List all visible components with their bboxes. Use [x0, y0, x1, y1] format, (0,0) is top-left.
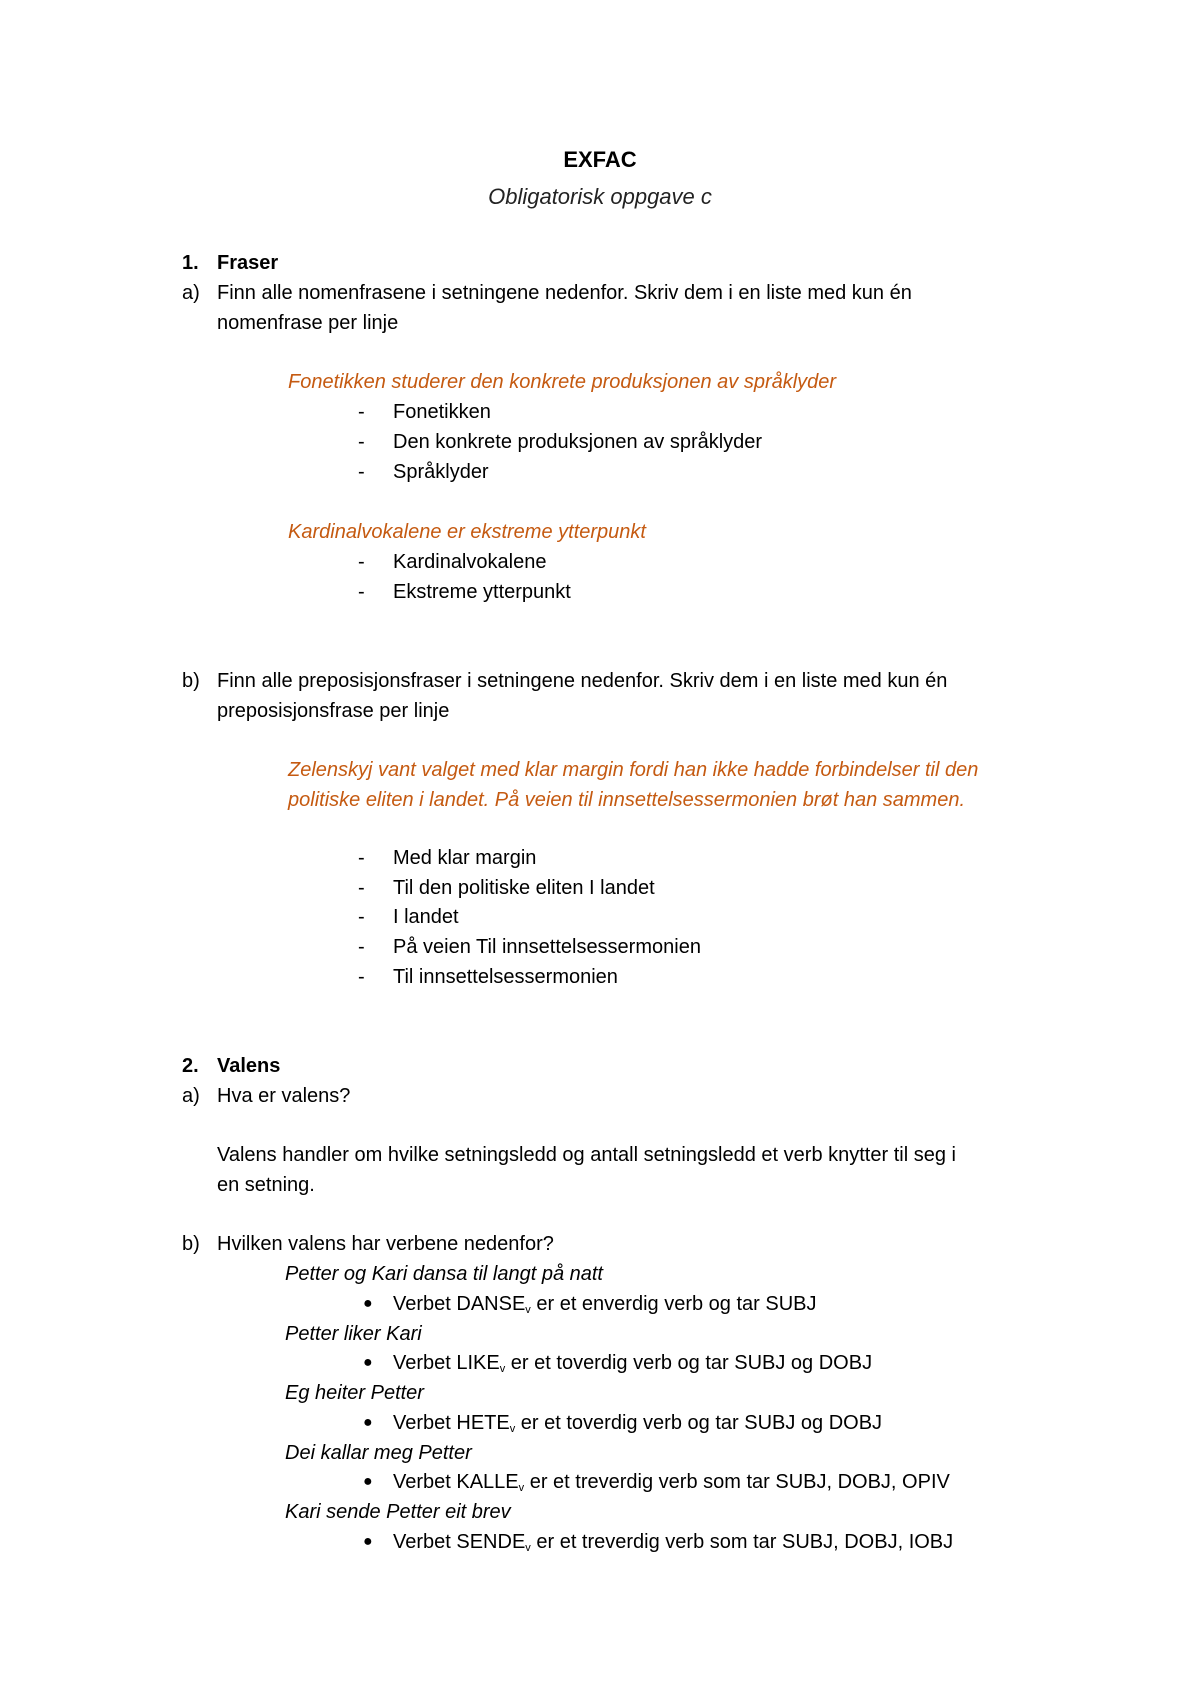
- valens-answer: Verbet $SENDE_v$ er et treverdig verb som tar SUBJ, DOBJ, IOBJ: [393, 1531, 954, 1554]
- list-dash: -: [358, 966, 365, 988]
- question-text: Hvilken valens har verbene nedenfor?: [217, 1233, 554, 1255]
- bullet-icon: ●: [363, 1533, 373, 1550]
- answer-text: en setning.: [217, 1174, 315, 1196]
- section-number: 2.: [182, 1055, 199, 1077]
- example-sentence: Kardinalvokalene er ekstreme ytterpunkt: [288, 521, 646, 543]
- list-dash: -: [358, 847, 365, 869]
- document-subtitle: Obligatorisk oppgave c: [488, 184, 712, 209]
- example-sentence: Petter og Kari dansa til langt på natt: [285, 1263, 603, 1285]
- list-item: Til den politiske eliten I landet: [393, 877, 655, 899]
- list-item: I landet: [393, 906, 459, 928]
- section-number: 1.: [182, 252, 199, 274]
- list-dash: -: [358, 936, 365, 958]
- list-item: På veien Til innsettelsessermonien: [393, 936, 701, 958]
- section-heading: Valens: [217, 1055, 281, 1077]
- list-item: Fonetikken: [393, 401, 491, 423]
- bullet-icon: ●: [363, 1295, 373, 1312]
- example-sentence: Zelenskyj vant valget med klar margin fordi han ikke hadde forbindelser til den: [288, 759, 979, 781]
- bullet-icon: ●: [363, 1473, 373, 1490]
- question-label: a): [182, 1085, 200, 1107]
- example-sentence: Fonetikken studerer den konkrete produksjonen av språklyder: [288, 371, 837, 393]
- answer-text: Valens handler om hvilke setningsledd og antall setningsledd et verb knytter til seg i: [217, 1144, 956, 1166]
- question-text: Hva er valens?: [217, 1085, 351, 1107]
- question-label: b): [182, 1233, 200, 1255]
- valens-answer: Verbet $LIKE_v$ er et toverdig verb og tar SUBJ og DOBJ: [393, 1352, 873, 1375]
- question-text: Finn alle preposisjonsfraser i setningene nedenfor. Skriv dem i en liste med kun én: [217, 670, 948, 692]
- valens-answer: Verbet $KALLE_v$ er et treverdig verb som tar SUBJ, DOBJ, OPIV: [393, 1471, 950, 1494]
- list-item: Til innsettelsessermonien: [393, 966, 618, 988]
- section-heading: Fraser: [217, 252, 279, 274]
- question-label: a): [182, 282, 200, 304]
- question-text: preposisjonsfrase per linje: [217, 700, 450, 722]
- example-sentence: Petter liker Kari: [285, 1323, 422, 1345]
- question-text: nomenfrase per linje: [217, 312, 399, 334]
- valens-answer: Verbet $DANSE_v$ er et enverdig verb og tar SUBJ: [393, 1293, 817, 1316]
- list-dash: -: [358, 906, 365, 928]
- list-dash: -: [358, 461, 365, 483]
- document-title: EXFAC: [563, 147, 637, 172]
- bullet-icon: ●: [363, 1354, 373, 1371]
- list-item: Kardinalvokalene: [393, 551, 547, 573]
- list-item: Med klar margin: [393, 847, 537, 869]
- list-dash: -: [358, 877, 365, 899]
- valens-answer: Verbet $HETE_v$ er et toverdig verb og tar SUBJ og DOBJ: [393, 1412, 883, 1435]
- list-item: Den konkrete produksjonen av språklyder: [393, 431, 763, 453]
- example-sentence: Dei kallar meg Petter: [285, 1442, 472, 1464]
- question-text: Finn alle nomenfrasene i setningene nedenfor. Skriv dem i en liste med kun én: [217, 282, 912, 304]
- bullet-icon: ●: [363, 1414, 373, 1431]
- list-item: Ekstreme ytterpunkt: [393, 581, 571, 603]
- example-sentence: Eg heiter Petter: [285, 1382, 424, 1404]
- list-dash: -: [358, 431, 365, 453]
- list-dash: -: [358, 401, 365, 423]
- list-dash: -: [358, 551, 365, 573]
- list-item: Språklyder: [393, 461, 489, 483]
- example-sentence: Kari sende Petter eit brev: [285, 1501, 511, 1523]
- question-label: b): [182, 670, 200, 692]
- example-sentence: politiske eliten i landet. På veien til innsettelsessermonien brøt han sammen.: [288, 789, 966, 811]
- list-dash: -: [358, 581, 365, 603]
